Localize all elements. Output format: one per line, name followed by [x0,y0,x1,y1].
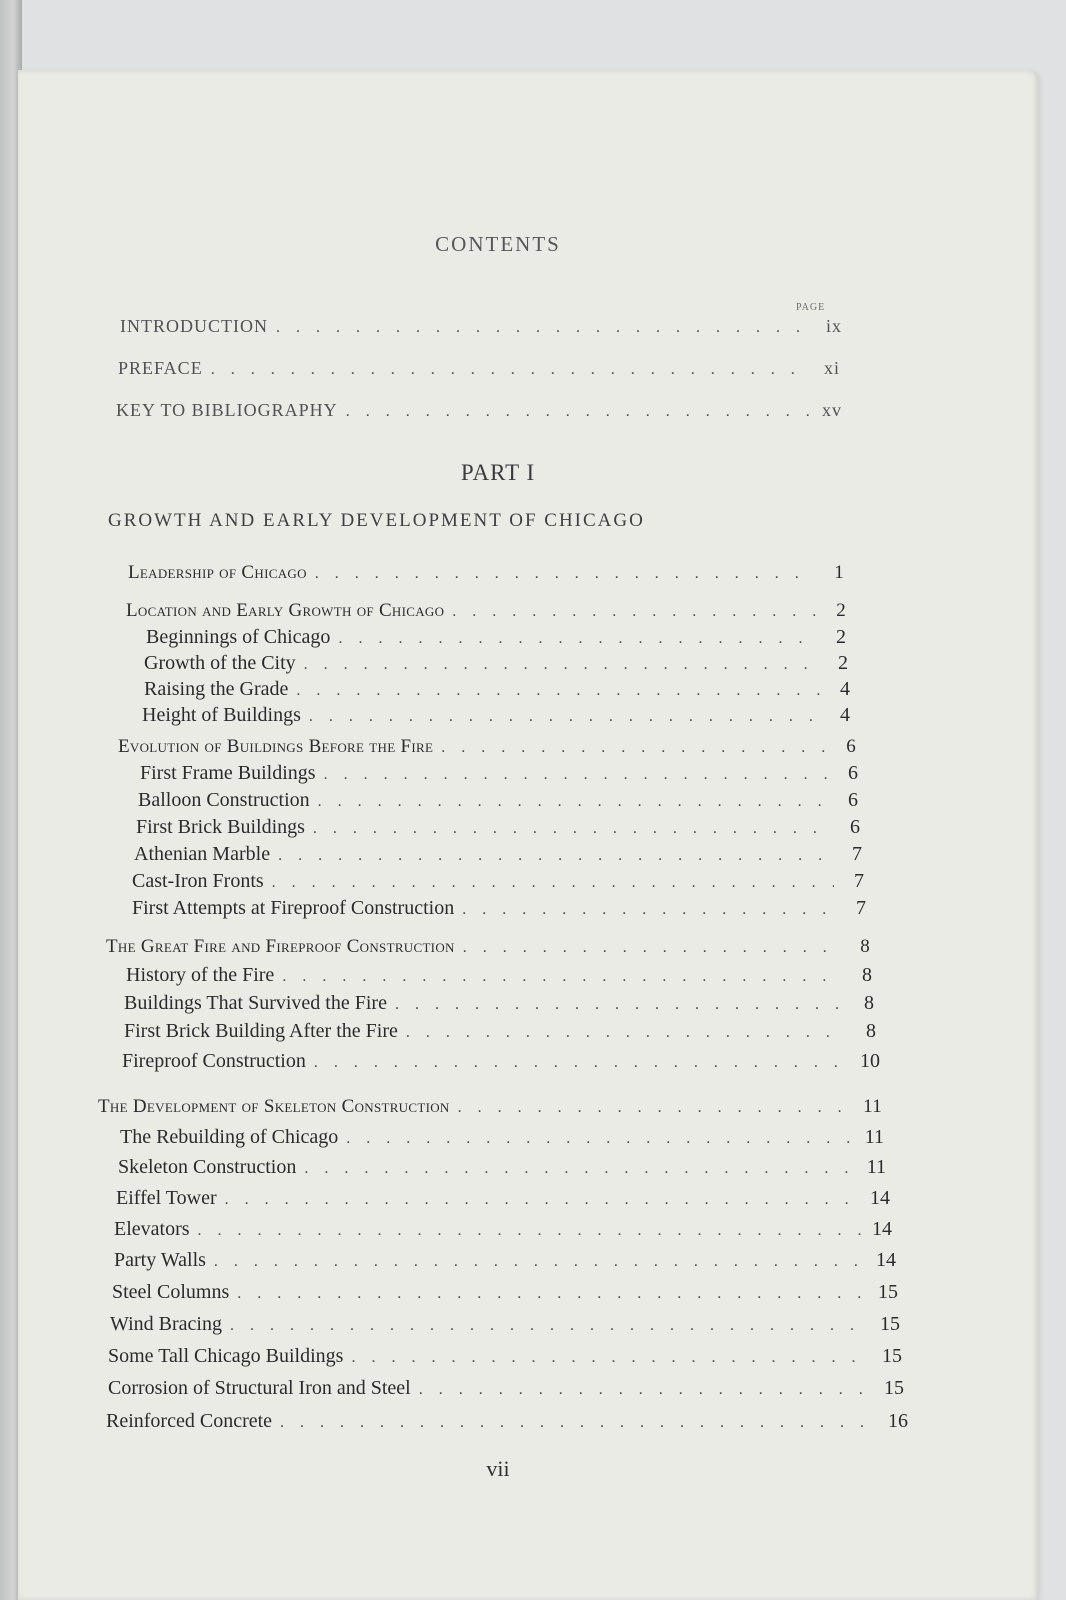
toc-entry-label: The Great Fire and Fireproof Construction [106,936,455,957]
toc-entry [136,816,860,839]
dot-leader [395,996,844,1014]
toc-entry-label: Party Walls [114,1249,206,1271]
dot-leader [406,1024,846,1042]
dot-leader [346,403,812,421]
dot-leader [458,1099,852,1117]
toc-entry-label: Balloon Construction [138,789,310,811]
toc-entry-page: 15 [880,1313,900,1335]
toc-entry [118,1156,886,1179]
dot-leader [225,1191,860,1209]
toc-entry-label: Athenian Marble [134,843,271,865]
dot-leader [318,793,828,811]
toc-entry-label: The Rebuilding of Chicago [120,1126,339,1148]
part-subtitle: GROWTH AND EARLY DEVELOPMENT OF CHICAGO [108,510,645,531]
toc-entry-label: INTRODUCTION [120,316,268,336]
toc-entry-page: 1 [834,562,844,583]
toc-entry-label: Steel Columns [112,1281,230,1303]
toc-entry-label: The Development of Skeleton Construction [98,1096,450,1117]
toc-entry-page: 15 [884,1377,904,1399]
dot-leader [452,603,816,621]
toc-entry [138,789,858,812]
toc-entry [126,964,872,987]
toc-entry [134,843,862,866]
dot-leader [237,1285,868,1303]
toc-entry [108,1345,902,1368]
toc-entry-page: ix [825,316,842,336]
dot-leader [351,1349,872,1367]
toc-entry-label: Reinforced Concrete [106,1410,273,1432]
toc-entry-page: 7 [852,843,862,865]
toc-entry [146,626,846,649]
toc-entry-label: History of the Fire [126,964,275,986]
toc-entry-page: 7 [854,870,864,892]
toc-entry-page: 2 [836,600,846,621]
toc-entry [140,762,858,785]
toc-entry-page: xv [822,400,842,420]
dot-leader [314,1054,850,1072]
toc-entry-label: Skeleton Construction [118,1156,297,1178]
toc-entry-label: First Brick Building After the Fire [124,1020,398,1042]
dot-leader [304,1160,856,1178]
toc-entry-page: 4 [840,704,850,726]
toc-chapter-leadership [128,562,844,584]
toc-entry-page: 8 [860,936,870,957]
toc-entry-label: Some Tall Chicago Buildings [108,1345,344,1367]
dot-leader [276,319,812,337]
toc-entry [106,1410,908,1433]
dot-leader [272,874,834,892]
toc-entry-page: 6 [848,789,858,811]
toc-entry [120,1126,884,1149]
page-title: CONTENTS [435,232,561,256]
toc-entry [144,678,850,701]
toc-entry-label: Leadership of Chicago [128,562,307,583]
toc-entry-label: Corrosion of Structural Iron and Steel [108,1377,411,1399]
toc-entry [124,992,874,1015]
toc-entry-page: 8 [862,964,872,986]
page-number: vii [486,1456,510,1481]
toc-entry [110,1313,900,1336]
dot-leader [419,1381,874,1399]
toc-entry-label: First Attempts at Fireproof Construction [132,897,455,919]
dot-leader [315,565,814,583]
toc-entry-label: Wind Bracing [110,1313,222,1335]
toc-entry-label: First Brick Buildings [136,816,305,838]
toc-entry-page: 14 [876,1249,896,1271]
dot-leader [214,1253,866,1271]
toc-entry-page: 11 [864,1126,884,1148]
toc-entry-label: Cast-Iron Fronts [132,870,264,892]
toc-entry [124,1020,876,1043]
dot-leader [313,820,830,838]
toc-entry-label: Raising the Grade [144,678,289,700]
toc-entry-page: 16 [888,1410,908,1432]
toc-entry-label: Location and Early Growth of Chicago [126,600,445,621]
toc-chapter-skeleton [98,1096,882,1118]
dot-leader [198,1222,862,1240]
toc-entry [144,652,848,675]
dot-leader [278,847,832,865]
toc-entry [108,1377,904,1400]
dot-leader [280,1414,878,1432]
toc-entry-page: 2 [838,652,848,674]
dot-leader [304,656,818,674]
toc-entry-page: xi [823,358,840,378]
toc-entry [132,870,864,893]
toc-entry-page: 15 [878,1281,898,1303]
toc-entry-page: 15 [882,1345,902,1367]
toc-entry-label: Elevators [114,1218,190,1240]
toc-entry-page: 7 [856,897,866,919]
toc-entry-label: KEY TO BIBLIOGRAPHY [116,400,338,420]
toc-entry-label: Growth of the City [144,652,296,674]
toc-entry-preface [118,358,840,379]
toc-entry-label: PREFACE [118,358,203,378]
dot-leader [441,739,826,757]
dot-leader [338,630,816,648]
toc-entry-label: Buildings That Survived the Fire [124,992,387,1014]
toc-entry-introduction [120,316,842,337]
part-title: PART I [460,460,536,485]
dot-leader [230,1317,870,1335]
dot-leader [462,901,836,919]
toc-entry-label: Evolution of Buildings Before the Fire [118,736,434,757]
toc-entry-page: 6 [848,762,858,784]
toc-entry-label: Height of Buildings [142,704,301,726]
dot-leader [324,766,828,784]
toc-chapter-great-fire [106,936,870,958]
toc-entry-page: 8 [866,1020,876,1042]
toc-entry-page: 11 [866,1156,886,1178]
dot-leader [463,939,840,957]
dot-leader [346,1130,854,1148]
toc-entry-page: 14 [870,1187,890,1209]
toc-chapter-location [126,600,846,622]
dot-leader [282,968,842,986]
toc-entry [114,1218,892,1241]
toc-entry-page: 11 [863,1096,882,1117]
toc-entry-page: 6 [846,736,856,757]
toc-chapter-evolution [118,736,856,758]
toc-entry-page: 6 [850,816,860,838]
toc-entry-label: First Frame Buildings [140,762,316,784]
toc-entry-page: 4 [840,678,850,700]
page-column-label: PAGE [796,302,826,313]
dot-leader [309,708,820,726]
toc-entry [122,1050,880,1073]
book-page [18,70,1038,1600]
toc-entry [114,1249,896,1272]
toc-entry [116,1187,890,1210]
toc-entry [132,897,866,920]
toc-entry-page: 8 [864,992,874,1014]
toc-entry-page: 14 [872,1218,892,1240]
toc-entry-label: Fireproof Construction [122,1050,306,1072]
toc-entry-page: 2 [836,626,846,648]
toc-entry-label: Eiffel Tower [116,1187,217,1209]
toc-entry-key-to-bibliography [116,400,842,421]
toc-entry [112,1281,898,1304]
dot-leader [296,682,820,700]
toc-entry-label: Beginnings of Chicago [146,626,331,648]
toc-entry [142,704,850,727]
dot-leader [211,361,810,379]
toc-entry-page: 10 [860,1050,880,1072]
